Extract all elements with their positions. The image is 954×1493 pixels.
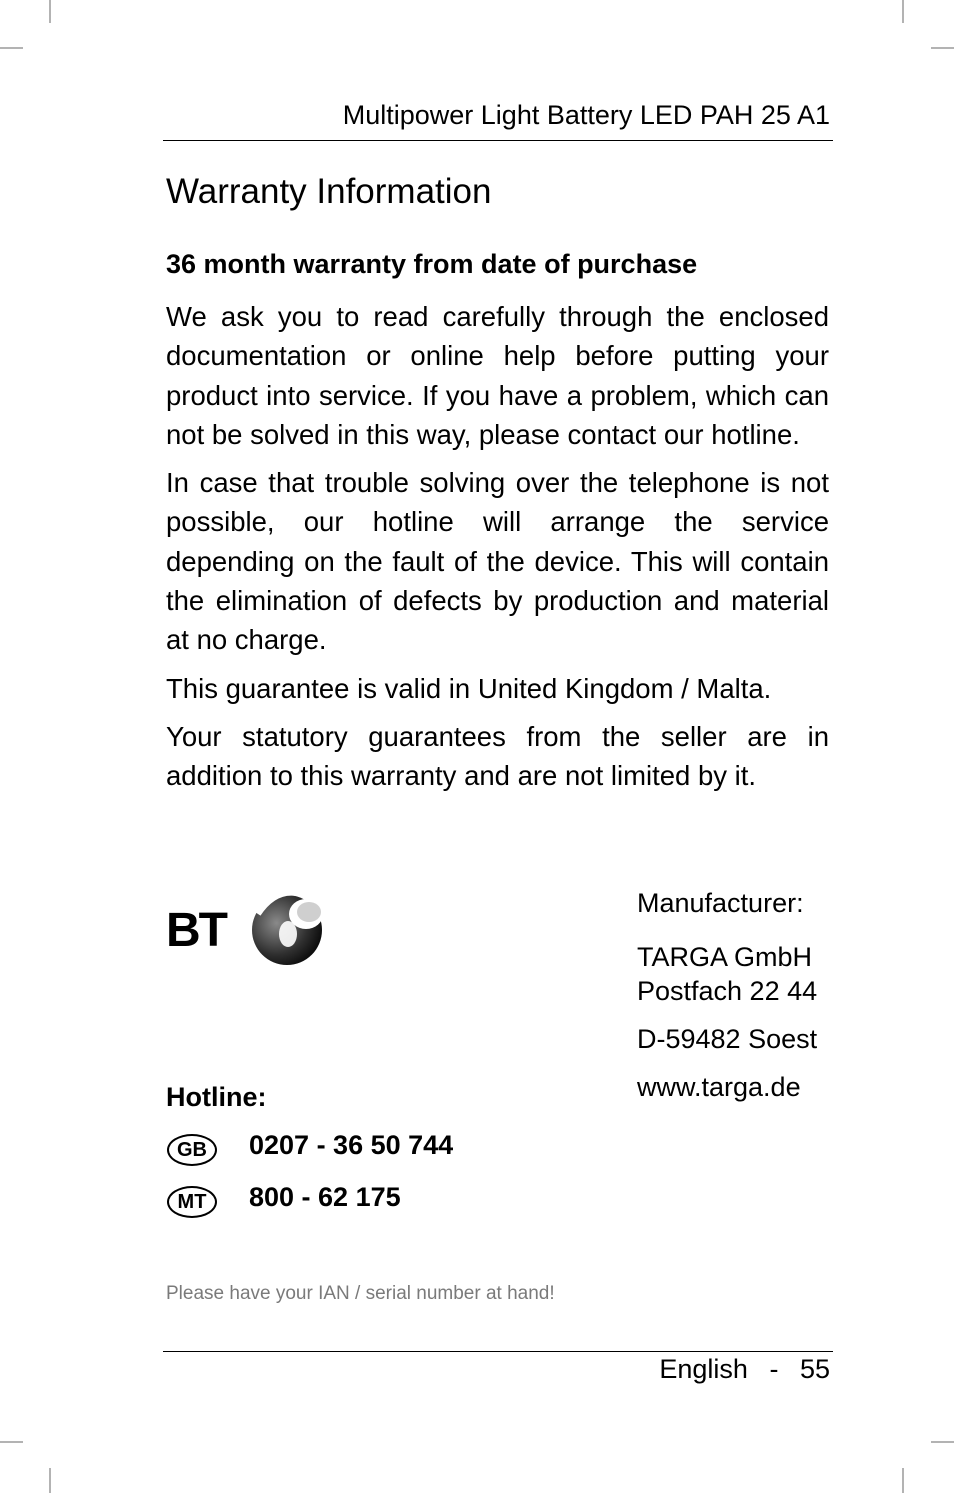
section-title: Warranty Information <box>166 172 492 211</box>
page-footer <box>659 1354 830 1385</box>
hotline-number-mt: 800 - 62 175 <box>249 1182 401 1212</box>
footer-language: English <box>659 1354 748 1384</box>
crop-mark <box>0 1441 23 1443</box>
crop-mark <box>931 47 954 49</box>
paragraph: Your statutory guarantees from the seller are in addition to this warranty and are not limited by it. <box>166 720 829 792</box>
manufacturer-postbox: Postfach 22 44 <box>637 976 818 1006</box>
crop-mark <box>902 1468 904 1493</box>
crop-mark <box>0 47 23 49</box>
crop-mark <box>902 0 904 23</box>
hotline-label: Hotline: <box>166 1082 267 1112</box>
warranty-subheading: 36 month warranty from date of purchase <box>166 249 698 279</box>
country-badge-mt: MT <box>167 1186 217 1218</box>
bt-logo-text: BT <box>166 904 226 957</box>
paragraph: We ask you to read carefully through the enclosed documentation or online help before putting your product into service. If you have a problem, which can not be solved in this way, please contact our hotline. <box>166 301 829 450</box>
manufacturer-city: D-59482 Soest <box>637 1024 818 1054</box>
hotline-number-gb: 0207 - 36 50 744 <box>249 1130 454 1160</box>
country-badge-gb: GB <box>167 1134 217 1166</box>
header-rule <box>163 140 833 141</box>
footnote: Please have your IAN / serial number at hand! <box>166 1283 555 1304</box>
paragraph: In case that trouble solving over the telephone is not possible, our hotline will arrange the service depending on the fault of the device. This will contain the elimination of defects by production and material at no charge. <box>166 467 829 656</box>
paragraph: This guarantee is valid in United Kingdom / Malta. <box>166 672 772 704</box>
footer-rule <box>163 1351 833 1352</box>
manufacturer-website[interactable]: www.targa.de <box>637 1072 801 1102</box>
manufacturer-company: TARGA GmbH <box>637 942 813 972</box>
footer-separator: - <box>769 1354 779 1384</box>
manufacturer-label: Manufacturer: <box>637 888 804 918</box>
crop-mark <box>931 1441 954 1443</box>
warranty-body <box>166 297 829 805</box>
crop-mark <box>49 1468 51 1493</box>
bt-logo <box>166 884 328 968</box>
page-number: 55 <box>799 1354 830 1384</box>
running-header: Multipower Light Battery LED PAH 25 A1 <box>342 100 830 130</box>
bt-piper-logo-icon <box>166 884 328 968</box>
crop-mark <box>49 0 51 23</box>
